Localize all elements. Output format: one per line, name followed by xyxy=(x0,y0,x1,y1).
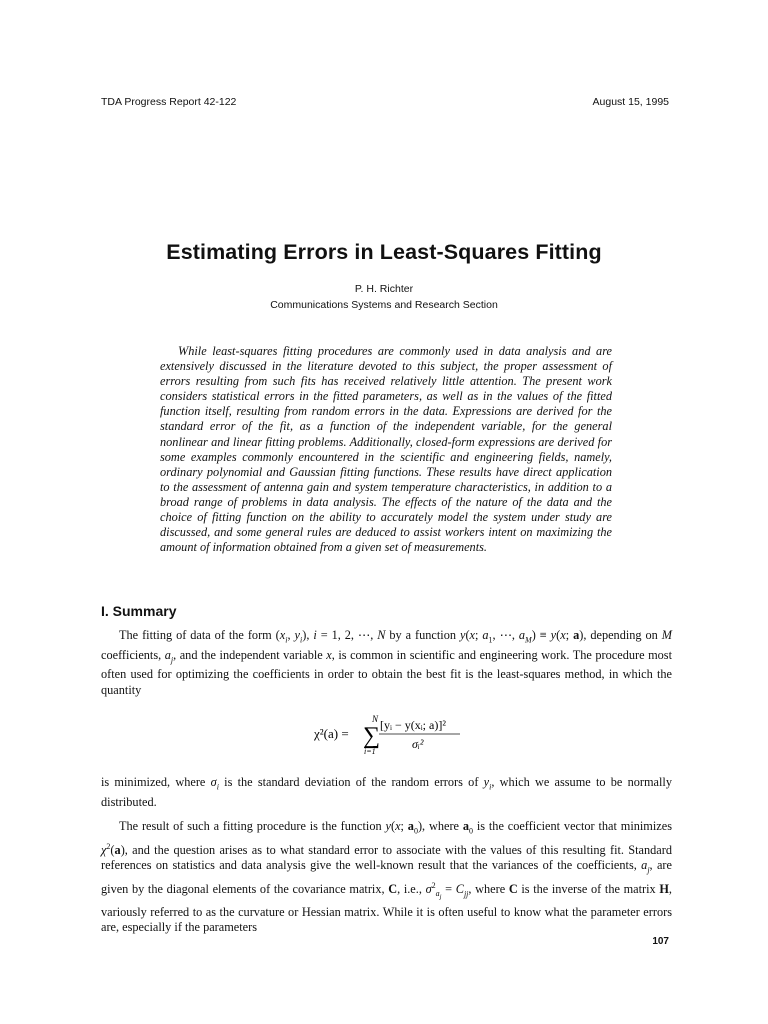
author-name: P. H. Richter xyxy=(354,283,414,295)
equation-lhs: χ²(a) = xyxy=(314,726,349,741)
chi-squared-equation xyxy=(300,712,490,756)
author-affiliation: Communications Systems and Research Section xyxy=(270,299,498,311)
summary-paragraph-1: The fitting of data of the form ($x_i$, $y_i$), i = 1, 2, ⋯, N by a function y(x; $a_1$, ⋯, $a_M) \equiv y(x$; a), depending on M coefficients, $a_j$, and the independent variable x, is common in scientific and engineering work. The procedure most often used for optimizing the coefficients in order to obtain the best fit is the least-squares method, in which the quantity xyxy=(101,628,673,697)
abstract-text: While least-squares fitting procedures are commonly used in data analysis and are extensively discussed in the literature devoted to this subject, the proper assessment of errors resulting from such fits has received relatively little attention. The present work considers statistical errors in the fitted parameters, as well as in the values of the fitted function itself, resulting from random errors in the data. Expressions are derived for the standard error of the fit, as a function of the independent variable, for the general nonlinear and linear fitting problems. Additionally, closed-form expressions are derived for some examples commonly encountered in the scientific and engineering fields, namely, ordinary polynomial and Gaussian fitting functions. These results have direct application to the assessment of antenna gain and system temperature characteristics, in addition to a broad range of problems in data analysis. The effects of the nature of the data and the choice of fitting function on the ability to accurately model the system under study are discussed, and some general rules are deduced to assist workers intent on maximizing the amount of information obtained from a given set of measurements. xyxy=(160,344,612,555)
running-head-right: August 15, 1995 xyxy=(592,96,669,108)
section-heading: I. Summary xyxy=(101,603,177,619)
sum-lower-limit: i=1 xyxy=(364,747,376,756)
sum-upper-limit: N xyxy=(372,714,379,724)
equation-numerator: [yᵢ − y(xᵢ; a)]² xyxy=(380,718,446,732)
summary-paragraph-3: The result of such a fitting procedure is the function y(x; $a_0$), where $a_0$ is the coefficient vector that minimizes $\chi^2(a)$, and the question arises as to what standard error to associate with the values of this resulting fit. Standard references on statistics and data analysis give the well-known result that the variances of the coefficients, $a_j$, are given by the diagonal elements of the covariance matrix, C, i.e., $\sigma^2_{a_j} = C_{jj}$, where C is the inverse of the matrix H, variously referred to as the curvature or Hessian matrix. While it is often useful to know what the parameter errors are, especially if the parameters xyxy=(101,819,672,935)
summary-paragraph-2: is minimized, where $\sigma_i$ is the standard deviation of the random errors of $y_i$, which we assume to be normally distributed. xyxy=(101,775,672,809)
paper-title: Estimating Errors in Least-Squares Fitting xyxy=(166,240,602,264)
equation-denominator: σᵢ² xyxy=(412,737,424,751)
summation-sign: ∑ xyxy=(363,723,381,749)
abstract xyxy=(160,344,612,555)
page-number: 107 xyxy=(652,936,669,947)
running-head-left: TDA Progress Report 42-122 xyxy=(101,96,237,108)
